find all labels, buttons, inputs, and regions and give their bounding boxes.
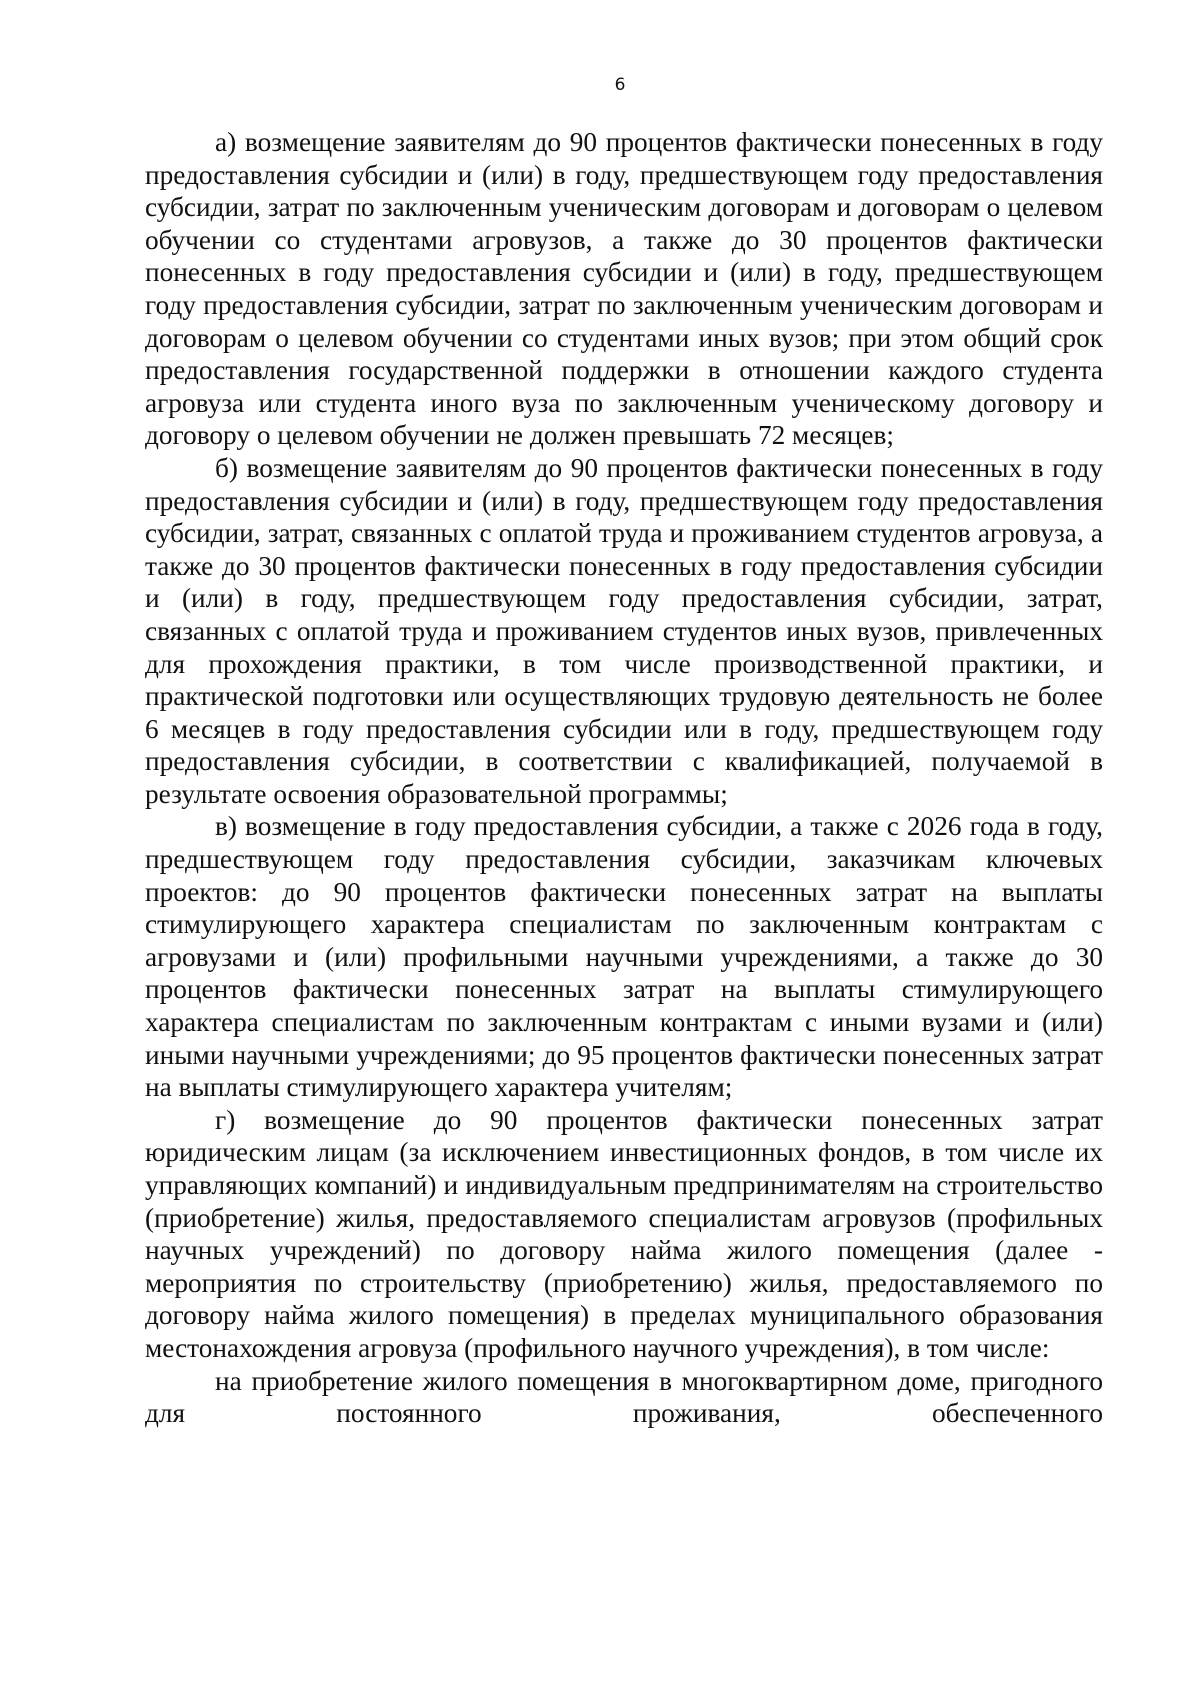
paragraph-b: б) возмещение заявителям до 90 процентов фактически понесенных в году предоставления субсидии и (или) в году, предшествующем году предоставления субсидии, затрат, связанных с оплатой труда и проживанием студентов агровуза, а также до 30 процентов фактически понесенных в году предоставления субсидии и (или) в году, предшествующем году предоставления субсидии, затрат, связанных с оплатой труда и проживанием студентов иных вузов, привлеченных для прохождения практики, в том числе производственной практики, и практической подготовки или осуществляющих трудовую деятельность не более 6 месяцев в году предоставления субсидии или в году, предшествующем году предоставления субсидии, в соответствии с квалификацией, получаемой в результате освоения образовательной программы; — [145, 452, 1103, 809]
document-body — [145, 126, 1103, 1430]
paragraph-g: г) возмещение до 90 процентов фактически понесенных затрат юридическим лицам (за исключением инвестиционных фондов, в том числе их управляющих компаний) и индивидуальным предпринимателям на строительство (приобретение) жилья, предоставляемого специалистам агровузов (профильных научных учреждений) по договору найма жилого помещения (далее - мероприятия по строительству (приобретению) жилья, предоставляемого по договору найма жилого помещения) в пределах муниципального образования местонахождения агровуза (профильного научного учреждения), в том числе: — [145, 1104, 1103, 1363]
paragraph-v: в) возмещение в году предоставления субсидии, а также с 2026 года в году, предшествующем году предоставления субсидии, заказчикам ключевых проектов: до 90 процентов фактически понесенных затрат на выплаты стимулирующего характера специалистам по заключенным контрактам с агровузами и (или) профильными научными учреждениями, а также до 30 процентов фактически понесенных затрат на выплаты стимулирующего характера специалистам по заключенным контрактам с иными вузами и (или) иными научными учреждениями; до 95 процентов фактически понесенных затрат на выплаты стимулирующего характера учителям; — [145, 811, 1103, 1103]
page-number: 6 — [614, 75, 626, 95]
paragraph-continued: на приобретение жилого помещения в многоквартирном доме, пригодного для постоянного проживания, обеспеченного — [145, 1365, 1103, 1429]
paragraph-a: а) возмещение заявителям до 90 процентов фактически понесенных в году предоставления субсидии и (или) в году, предшествующем году предоставления субсидии, затрат по заключенным ученическим договорам и договорам о целевом обучении со студентами агровузов, а также до 30 процентов фактически понесенных в году предоставления субсидии и (или) в году, предшествующем году предоставления субсидии, затрат по заключенным ученическим договорам и договорам о целевом обучении со студентами иных вузов; при этом общий срок предоставления государственной поддержки в отношении каждого студента агровуза или студента иного вуза по заключенным ученическому договору и договору о целевом обучении не должен превышать 72 месяцев; — [145, 127, 1103, 451]
